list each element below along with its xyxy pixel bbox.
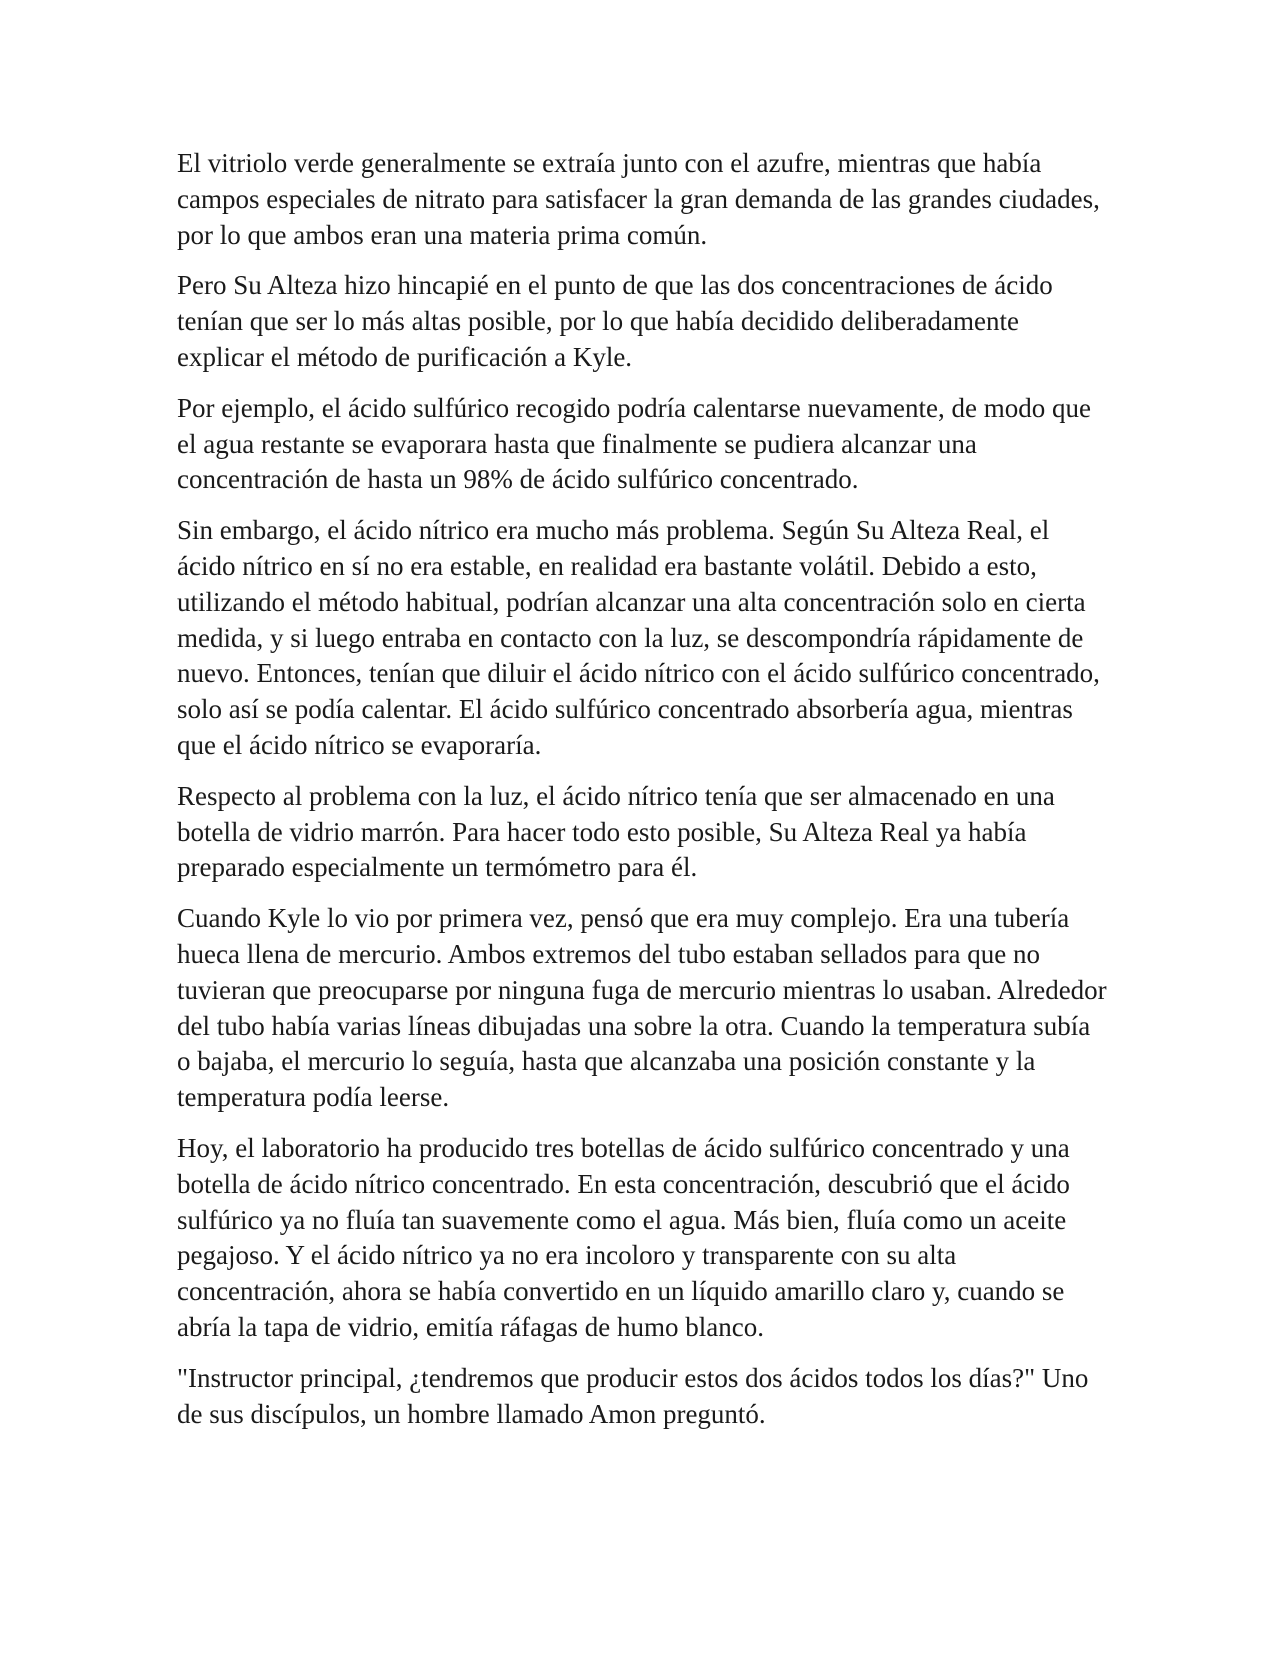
paragraph-3: Por ejemplo, el ácido sulfúrico recogido podría calentarse nuevamente, de modo que el agua restante se evaporara hasta que finalmente se pudiera alcanzar una concentración de hasta un 98% de ácido sulfúrico concentrado. [177,392,1091,495]
paragraph-7: Hoy, el laboratorio ha producido tres botellas de ácido sulfúrico concentrado y una botella de ácido nítrico concentrado. En esta concentración, descubrió que el ácido sulfúrico ya no fluía tan suavemente como el agua. Más bien, fluía como un aceite pegajoso. Y el ácido nítrico ya no era incoloro y transparente con su alta concentración, ahora se había convertido en un líquido amarillo claro y, cuando se abría la tapa de vidrio, emitía ráfagas de humo blanco. [177,1132,1070,1342]
paragraph-4: Sin embargo, el ácido nítrico era mucho más problema. Según Su Alteza Real, el ácido nítrico en sí no era estable, en realidad era bastante volátil. Debido a esto, utilizando el método habitual, podrían alcanzar una alta concentración solo en cierta medida, y si luego entraba en contacto con la luz, se descompondría rápidamente de nuevo. Entonces, tenían que diluir el ácido nítrico con el ácido sulfúrico concentrado, solo así se podía calentar. El ácido sulfúrico concentrado absorbería agua, mientras que el ácido nítrico se evaporaría. [177,515,1100,760]
document-body [177,146,1107,1447]
paragraph-8: "Instructor principal, ¿tendremos que producir estos dos ácidos todos los días?" Uno de sus discípulos, un hombre llamado Amon preguntó. [177,1362,1089,1429]
paragraph-2: Pero Su Alteza hizo hincapié en el punto de que las dos concentraciones de ácido tenían que ser lo más altas posible, por lo que había decidido deliberadamente explicar el método de purificación a Kyle. [177,270,1053,372]
paragraph-1: El vitriolo verde generalmente se extraía junto con el azufre, mientras que había campos especiales de nitrato para satisfacer la gran demanda de las grandes ciudades, por lo que ambos eran una materia prima común. [177,148,1100,250]
paragraph-5: Respecto al problema con la luz, el ácido nítrico tenía que ser almacenado en una botella de vidrio marrón. Para hacer todo esto posible, Su Alteza Real ya había preparado especialmente un termómetro para él. [177,780,1055,883]
paragraph-6: Cuando Kyle lo vio por primera vez, pensó que era muy complejo. Era una tubería hueca llena de mercurio. Ambos extremos del tubo estaban sellados para que no tuvieran que preocuparse por ninguna fuga de mercurio mientras lo usaban. Alrededor del tubo había varias líneas dibujadas una sobre la otra. Cuando la temperatura subía o bajaba, el mercurio lo seguía, hasta que alcanzaba una posición constante y la temperatura podía leerse. [177,903,1107,1113]
